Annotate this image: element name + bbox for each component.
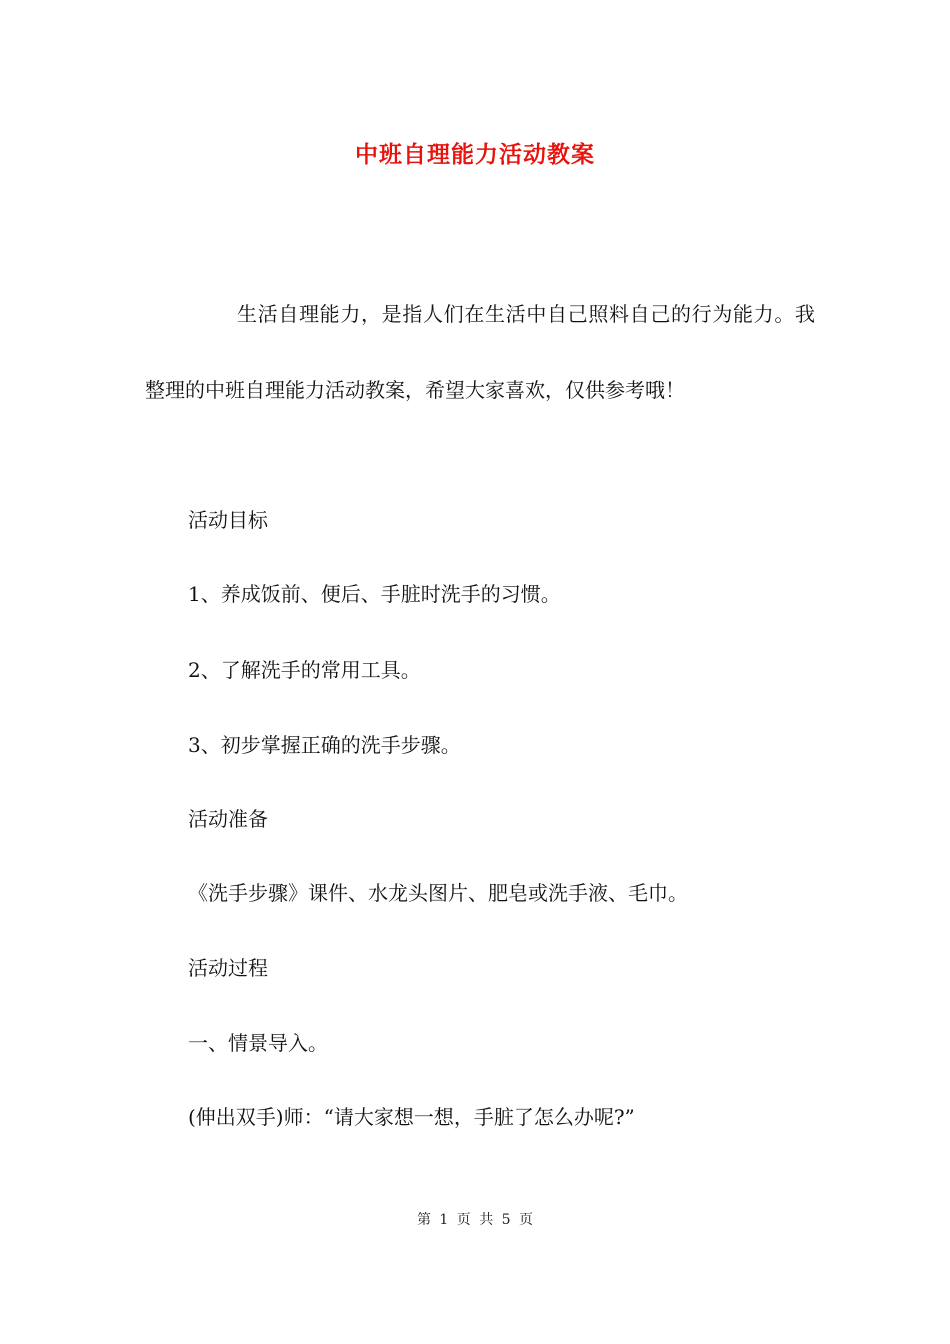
process-dialogue: (伸出双手)师：“请大家想一想，手脏了怎么办呢?” xyxy=(188,1105,635,1129)
section-heading-preparation: 活动准备 xyxy=(188,807,268,831)
goal-item-3: 3、初步掌握正确的洗手步骤。 xyxy=(188,733,461,757)
goal-item-1: 1、养成饭前、便后、手脏时洗手的习惯。 xyxy=(188,582,561,606)
process-step-1: 一、情景导入。 xyxy=(188,1031,328,1055)
document-title: 中班自理能力活动教案 xyxy=(355,141,595,168)
section-heading-goals: 活动目标 xyxy=(188,508,268,532)
page-footer: 第 1 页 共 5 页 xyxy=(416,1212,534,1228)
goal-item-2: 2、了解洗手的常用工具。 xyxy=(188,658,421,682)
section-heading-process: 活动过程 xyxy=(188,956,268,980)
intro-paragraph: 生活自理能力，是指人们在生活中自己照料自己的行为能力。我整理的中班自理能力活动教案，希望大家喜欢，仅供参考哦！ xyxy=(145,302,815,402)
preparation-text: 《洗手步骤》课件、水龙头图片、肥皂或洗手液、毛巾。 xyxy=(188,881,688,905)
